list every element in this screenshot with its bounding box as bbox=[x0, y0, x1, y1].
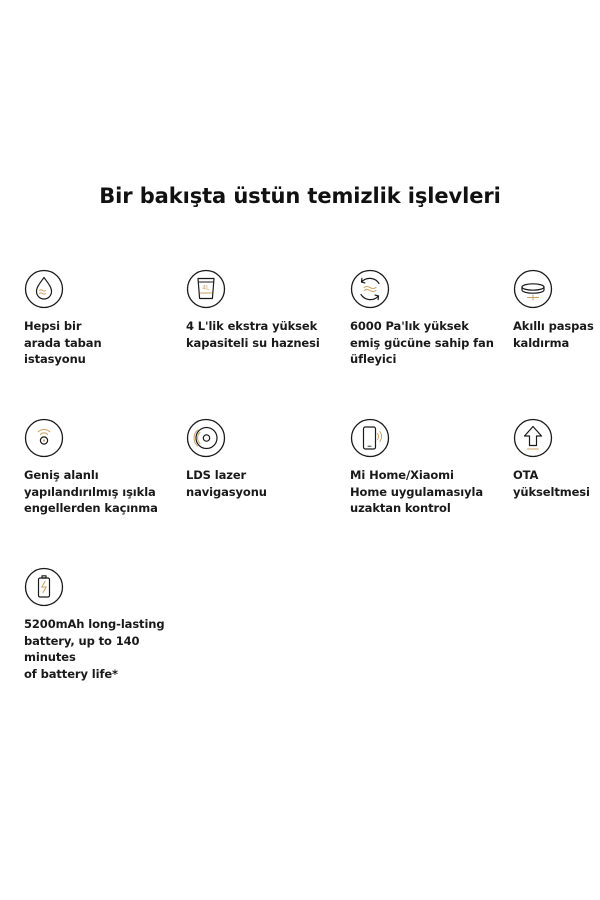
feature-app bbox=[350, 418, 515, 515]
feature-label: 5200mAh long-lasting battery, up to 140 minutes of battery life* bbox=[24, 617, 165, 681]
lds-laser-icon bbox=[186, 418, 226, 458]
water-tank-icon-text: 4L bbox=[202, 284, 210, 292]
suction-fan-icon bbox=[350, 269, 390, 309]
upload-arrow-icon bbox=[513, 418, 553, 458]
feature-water-tank bbox=[186, 269, 351, 350]
water-tank-icon bbox=[186, 269, 226, 309]
smartphone-icon bbox=[350, 418, 390, 458]
feature-battery bbox=[24, 567, 189, 681]
battery-icon bbox=[24, 567, 64, 607]
feature-obstacle bbox=[24, 418, 189, 515]
feature-mop-lift bbox=[513, 269, 600, 350]
page-title: Bir bakışta üstün temizlik işlevleri bbox=[99, 184, 501, 208]
feature-label: LDS lazer navigasyonu bbox=[186, 468, 267, 499]
feature-station bbox=[24, 269, 189, 366]
feature-lds bbox=[186, 418, 351, 499]
feature-suction bbox=[350, 269, 515, 366]
feature-label: OTA yükseltmesi bbox=[513, 468, 590, 499]
mop-lift-icon bbox=[513, 269, 553, 309]
feature-label: Akıllı paspas kaldırma bbox=[513, 319, 594, 350]
feature-label: Hepsi bir arada taban istasyonu bbox=[24, 319, 102, 366]
feature-label: Mi Home/Xiaomi Home uygulamasıyla uzaktan kontrol bbox=[350, 468, 484, 515]
feature-label: 6000 Pa'lık yüksek emiş gücüne sahip fan üfleyici bbox=[350, 319, 494, 366]
feature-label: 4 L'lik ekstra yüksek kapasiteli su haznesi bbox=[186, 319, 320, 350]
obstacle-avoidance-icon bbox=[24, 418, 64, 458]
feature-ota bbox=[513, 418, 600, 499]
feature-label: Geniş alanlı yapılandırılmış ışıkla engellerden kaçınma bbox=[24, 468, 158, 515]
water-drop-icon bbox=[24, 269, 64, 309]
